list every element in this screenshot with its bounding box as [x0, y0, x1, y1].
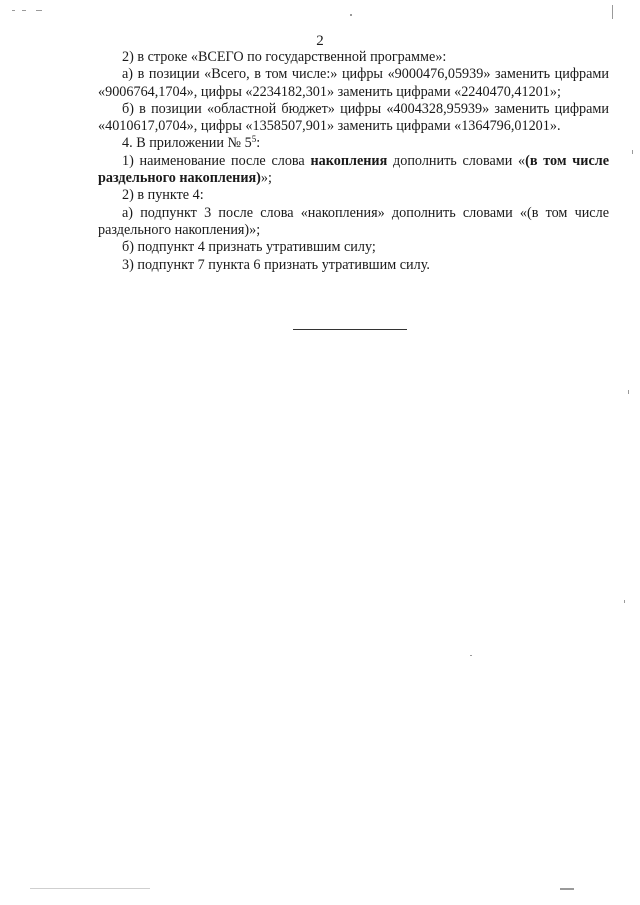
bold-term: накопления [310, 152, 388, 169]
scan-mark [12, 10, 15, 11]
paragraph [98, 153, 609, 188]
paragraph: 2) в пункте 4: [122, 187, 204, 204]
scan-mark [632, 150, 633, 154]
paragraph-text: : [256, 135, 261, 152]
scan-mark [628, 390, 629, 394]
paragraph: б) в позиции «областной бюджет» цифры «4004328,95939» заменить цифрами «4010617,0704», цифры «1358507,901» заменить цифрами «1364796,01201». [98, 100, 609, 135]
document-body [98, 49, 609, 274]
scan-mark [350, 14, 352, 16]
scan-mark [612, 5, 613, 19]
scan-mark [624, 600, 625, 603]
paragraph-text: »; [260, 170, 272, 187]
bold-term: (в том числе раздельного накопления) [98, 152, 609, 187]
separator-line [293, 329, 407, 330]
paragraph: а) в позиции «Всего, в том числе:» цифры «9000476,05939» заменить цифрами «9006764,1704», цифры «2234182,301» заменить цифрами «2240470,41201»; [98, 66, 609, 100]
paragraph-text: 1) наименование после слова [122, 152, 311, 169]
scan-mark [470, 655, 472, 656]
paragraph-text: 4. В приложении № 5 [122, 135, 252, 152]
scan-mark [22, 10, 26, 11]
scan-mark [36, 10, 42, 11]
paragraph: 3) подпункт 7 пункта 6 признать утратившим силу. [122, 256, 430, 273]
paragraph: а) подпункт 3 после слова «накопления» дополнить словами «(в том числе раздельного накопления)»; [98, 204, 609, 238]
scan-mark [560, 888, 574, 890]
superscript: 5 [251, 134, 257, 145]
paragraph [98, 135, 609, 152]
paragraph: б) подпункт 4 признать утратившим силу; [122, 239, 376, 256]
page-number: 2 [316, 33, 324, 49]
paragraph: 2) в строке «ВСЕГО по государственной программе»: [122, 49, 447, 65]
scan-mark [30, 888, 150, 889]
paragraph-text: дополнить словами « [387, 152, 526, 169]
